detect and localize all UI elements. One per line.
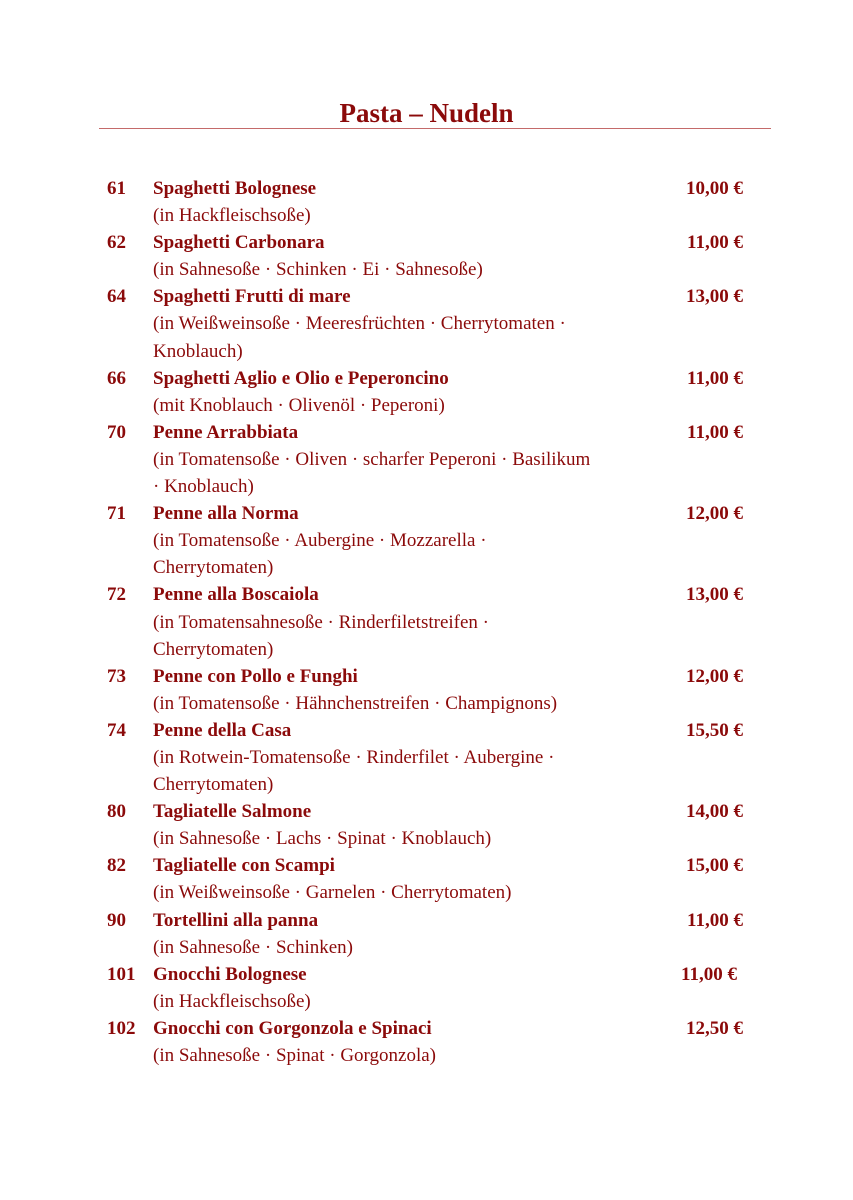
item-number: 74	[107, 719, 126, 741]
item-price: 12,00 €	[686, 503, 743, 525]
item-price: 14,00 €	[686, 801, 743, 823]
item-number: 72	[107, 584, 126, 606]
item-description: (in Sahnesoße · Schinken · Ei · Sahnesoße)	[153, 259, 483, 281]
item-price: 11,00 €	[687, 367, 743, 389]
item-description: (in Tomatensoße · Hähnchenstreifen · Champignons)	[153, 692, 558, 714]
item-description: (in Weißweinsoße · Meeresfrüchten · Cherrytomaten ·	[153, 313, 566, 335]
item-price: 11,00 €	[681, 963, 737, 985]
item-name: Spaghetti Carbonara	[153, 232, 325, 254]
menu-item	[0, 961, 853, 1015]
item-name: Penne della Casa	[153, 719, 292, 741]
item-number: 80	[107, 801, 126, 823]
item-price: 15,50 €	[686, 719, 743, 741]
item-description: (in Hackfleischsoße)	[153, 205, 311, 227]
item-number: 70	[107, 421, 126, 443]
item-number: 90	[107, 909, 126, 931]
menu-item	[0, 907, 853, 961]
menu-item	[0, 1015, 853, 1069]
item-number: 71	[107, 503, 126, 525]
item-number: 73	[107, 665, 126, 687]
item-number: 64	[107, 286, 126, 308]
menu-item	[0, 365, 853, 419]
item-number: 61	[107, 178, 126, 199]
item-price: 11,00 €	[687, 421, 743, 443]
item-description: (in Hackfleischsoße)	[153, 990, 311, 1012]
item-description: (in Sahnesoße · Spinat · Gorgonzola)	[153, 1045, 437, 1066]
item-price: 15,00 €	[686, 855, 743, 877]
item-description: Knoblauch)	[153, 340, 243, 362]
menu-item	[0, 500, 853, 581]
item-number: 82	[107, 855, 126, 877]
item-name: Spaghetti Aglio e Olio e Peperoncino	[153, 367, 449, 389]
menu-item	[0, 717, 853, 798]
item-number: 101	[107, 963, 136, 985]
item-description: (in Tomatensoße · Oliven · scharfer Peperoni · Basilikum	[153, 448, 591, 470]
item-price: 13,00 €	[686, 584, 743, 606]
item-description: (in Sahnesoße · Schinken)	[153, 936, 353, 958]
menu-item	[0, 419, 853, 500]
title-divider	[99, 128, 771, 129]
item-description: (mit Knoblauch · Olivenöl · Peperoni)	[153, 394, 445, 416]
menu-item	[0, 229, 853, 283]
menu-item	[0, 175, 853, 229]
item-name: Tagliatelle Salmone	[153, 801, 312, 823]
item-name: Spaghetti Bolognese	[153, 178, 317, 199]
item-description: (in Sahnesoße · Lachs · Spinat · Knoblauch)	[153, 828, 492, 850]
item-name: Spaghetti Frutti di mare	[153, 286, 351, 308]
item-price: 11,00 €	[687, 232, 743, 254]
item-name: Penne con Pollo e Funghi	[153, 665, 358, 687]
item-number: 62	[107, 232, 126, 254]
item-number: 66	[107, 367, 126, 389]
item-name: Penne alla Boscaiola	[153, 584, 319, 606]
item-number: 102	[107, 1017, 136, 1039]
item-price: 12,50 €	[686, 1017, 743, 1039]
item-price: 10,00 €	[686, 178, 743, 199]
menu-item	[0, 663, 853, 717]
item-description: Cherrytomaten)	[153, 774, 274, 796]
menu-item	[0, 852, 853, 906]
item-description: (in Tomatensoße · Aubergine · Mozzarella ·	[153, 530, 487, 552]
menu-item	[0, 581, 853, 662]
item-description: (in Tomatensahnesoße · Rinderfiletstreifen ·	[153, 611, 489, 633]
item-description: (in Rotwein-Tomatensoße · Rinderfilet · Aubergine ·	[153, 746, 555, 768]
item-name: Tortellini alla panna	[153, 909, 319, 931]
page-title: Pasta – Nudeln	[339, 98, 514, 128]
menu-item	[0, 283, 853, 364]
item-description: (in Weißweinsoße · Garnelen · Cherrytomaten)	[153, 882, 512, 904]
item-name: Penne Arrabbiata	[153, 421, 299, 443]
item-price: 12,00 €	[686, 665, 743, 687]
item-name: Gnocchi con Gorgonzola e Spinaci	[153, 1017, 432, 1039]
menu-list	[0, 175, 853, 1069]
item-price: 11,00 €	[687, 909, 743, 931]
item-description: Cherrytomaten)	[153, 638, 274, 660]
item-name: Gnocchi Bolognese	[153, 963, 307, 985]
item-name: Tagliatelle con Scampi	[153, 855, 335, 877]
item-description: · Knoblauch)	[153, 476, 254, 498]
menu-item	[0, 798, 853, 852]
item-description: Cherrytomaten)	[153, 557, 274, 579]
item-name: Penne alla Norma	[153, 503, 299, 525]
item-price: 13,00 €	[686, 286, 743, 308]
